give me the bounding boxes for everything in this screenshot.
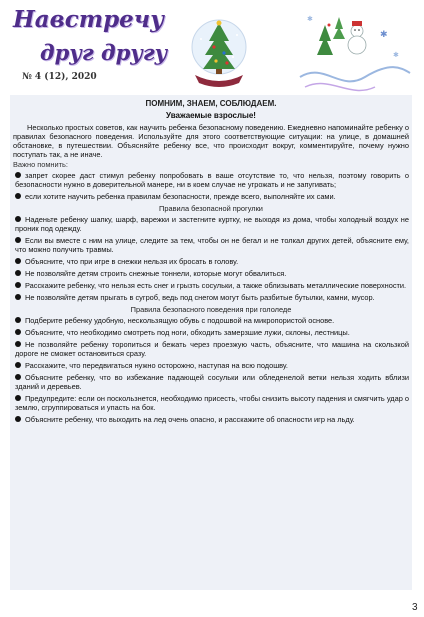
bullet-icon [15, 172, 21, 178]
section-title-walk: Правила безопасной прогулки [159, 204, 263, 213]
svg-text:✱: ✱ [307, 15, 313, 23]
bullet-icon [15, 237, 21, 243]
bullet-icon [15, 317, 21, 323]
bullet-icon [15, 294, 21, 300]
bullet-icon [15, 193, 21, 199]
article-body [10, 95, 412, 590]
list-item: Объясните, что при игре в снежки нельзя их бросать в голову. [13, 257, 409, 266]
article-greeting: Уважаемые взрослые! [166, 111, 256, 120]
bullet-icon [15, 395, 21, 401]
list-item: Расскажите, что передвигаться нужно осторожно, наступая на всю подошву. [13, 361, 409, 370]
list-item: если хотите научить ребенка правилам безопасности, прежде всего, выполняйте их сами. [13, 192, 409, 201]
intro-paragraph: Несколько простых советов, как научить ребенка безопасному поведению. Ежедневно напоминайте ребенку о правилах безопасного поведения. Используйте для этого соответствующие ситуации: на улице, в домашней обстановке, в путешествии. Объясняйте ребенку все, что происходит вокруг, комментируйте, почему нужно поступать так, а не иначе. [13, 123, 409, 159]
svg-text:✱: ✱ [393, 51, 399, 59]
bullet-icon [15, 416, 21, 422]
page-number: 3 [412, 602, 418, 613]
list-item: Объясните ребенку, что во избежание падающей сосульки или обледенелой ветки нельзя ходить вблизи зданий и деревьев. [15, 373, 409, 391]
list-item: Объясните ребенку, что выходить на лед очень опасно, и расскажите об опасности игр на льду. [13, 415, 409, 424]
list-item: Если вы вместе с ним на улице, следите за тем, чтобы он не бегал и не толкал других детей, объясните ему, что можно получить травмы. [15, 236, 409, 254]
important-label: Важно помнить: [13, 160, 68, 169]
bullet-icon [15, 258, 21, 264]
list-item: Подберите ребенку удобную, нескользящую обувь с подошвой на микропористой основе. [13, 316, 409, 325]
newsletter-title-line2: друг другу [40, 40, 168, 65]
bullet-icon [15, 341, 21, 347]
masthead [10, 7, 412, 99]
svg-text:✱: ✱ [380, 30, 388, 40]
snow-globe-tree-illustration [187, 17, 251, 89]
list-item: Наденьте ребенку шапку, шарф, варежки и застегните куртку, не выходя из дома, чтобы холодный воздух не проник под одежду. [15, 215, 409, 233]
section-title-ice: Правила безопасного поведения при гололеде [130, 305, 292, 314]
newsletter-title-line1: Навстречу [13, 7, 164, 33]
list-item: Объясните, что необходимо смотреть под ноги, обходить замерзшие лужи, склоны, лестницы. [13, 328, 409, 337]
winter-snowman-decoration [295, 7, 412, 99]
bullet-icon [15, 362, 21, 368]
newsletter-page [10, 7, 412, 590]
bullet-icon [15, 374, 21, 380]
article-heading: ПОМНИМ, ЗНАЕМ, СОБЛЮДАЕМ. [145, 99, 277, 108]
bullet-icon [15, 216, 21, 222]
list-item: Не позволяйте детям прыгать в сугроб, ведь под снегом могут быть разбитые бутылки, камни, мусор. [13, 293, 409, 302]
bullet-icon [15, 329, 21, 335]
list-item: Расскажите ребенку, что нельзя есть снег и грызть сосульки, а также облизывать металлические поверхности. [13, 281, 409, 290]
list-item: Предупредите: если он поскользнется, необходимо присесть, чтобы снизить высоту падения и смягчить удар о землю, сгруппироваться и упасть на бок. [15, 394, 409, 412]
bullet-icon [15, 282, 21, 288]
list-item: Не позволяйте ребенку торопиться и бежать через проезжую часть, объясните, что машина на скользкой дороге не сможет остановиться сразу. [15, 340, 409, 358]
bullet-icon [15, 270, 21, 276]
list-item: Не позволяйте детям строить снежные тоннели, которые могут обвалиться. [13, 269, 409, 278]
issue-number: № 4 (12), 2020 [22, 72, 97, 82]
list-item: запрет скорее даст стимул ребенку попробовать в ваше отсутствие то, что нельзя, поэтому говорить о безопасности нужно в доверительной манере, ни в коем случае не угрожать и не запугивать; [15, 171, 409, 189]
